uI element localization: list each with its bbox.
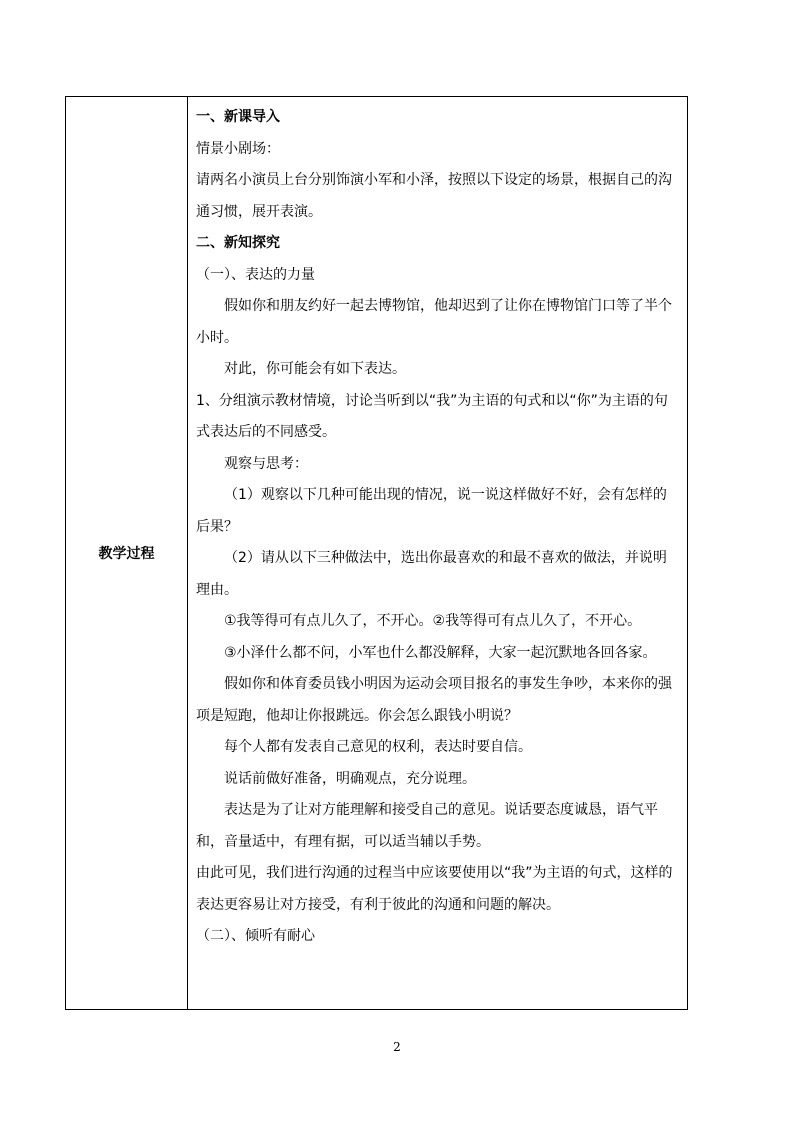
content-cell <box>188 97 688 1010</box>
paragraph-actors-instruction: 请两名小演员上台分别饰演小军和小泽，按照以下设定的场景，根据自己的沟通习惯，展开表演。 <box>196 172 672 220</box>
paragraph-conclusion: 由此可见，我们进行沟通的过程当中应该要使用以“我”为主语的句式，这样的表达更容易让对方接受，有利于彼此的沟通和问题的解决。 <box>196 865 673 913</box>
lesson-plan-table <box>65 96 688 1010</box>
row-label: 教学过程 <box>98 546 155 562</box>
paragraph-prepare: 说话前做好准备，明确观点，充分说理。 <box>224 770 476 787</box>
paragraph-right-to-express: 每个人都有发表自己意见的权利，表达时要自信。 <box>224 739 532 755</box>
paragraph-sports-scenario: 假如你和体育委员钱小明因为运动会项目报名的事发生争吵，本来你的强项是短跑，他却让你报跳远。你会怎么跟钱小明说？ <box>196 676 672 724</box>
section-heading-new-knowledge: 二、新知探究 <box>196 235 280 251</box>
page-number: 2 <box>393 1040 401 1054</box>
paragraph-observe-think: 观察与思考： <box>224 455 308 472</box>
subsection-heading-listening: （二）、倾听有耐心 <box>196 928 315 944</box>
paragraph-expression-purpose: 表达是为了让对方能理解和接受自己的意见。说话要态度诚恳，语气平和，音量适中，有理有据，可以适当辅以手势。 <box>196 802 658 850</box>
table-row <box>66 97 688 1010</box>
row-label-cell <box>66 97 188 1010</box>
section-heading-new-lesson: 一、新课导入 <box>196 109 280 125</box>
question-2: （2）请从以下三种做法中，选出你最喜欢的和最不喜欢的做法，并说明理由。 <box>196 550 667 598</box>
paragraph-possible-expression: 对此，你可能会有如下表达。 <box>224 361 406 377</box>
subsection-heading-expression: （一）、表达的力量 <box>196 266 315 283</box>
paragraph-group-demo: 1、分组演示教材情境，讨论当听到以“我”为主语的句式和以“你”为主语的句式表达后的不同感受。 <box>196 392 668 440</box>
option-1-2: ①我等得可有点儿久了，不开心。②我等得可有点儿久了，不开心。 <box>224 613 642 629</box>
option-3: ③小泽什么都不问，小军也什么都没解释，大家一起沉默地各回各家。 <box>224 644 657 661</box>
paragraph-scene-theater: 情景小剧场： <box>196 140 280 157</box>
question-1: （1）观察以下几种可能出现的情况，说一说这样做好不好，会有怎样的后果？ <box>196 487 667 535</box>
paragraph-museum-scenario: 假如你和朋友约好一起去博物馆，他却迟到了让你在博物馆门口等了半个小时。 <box>196 298 672 346</box>
